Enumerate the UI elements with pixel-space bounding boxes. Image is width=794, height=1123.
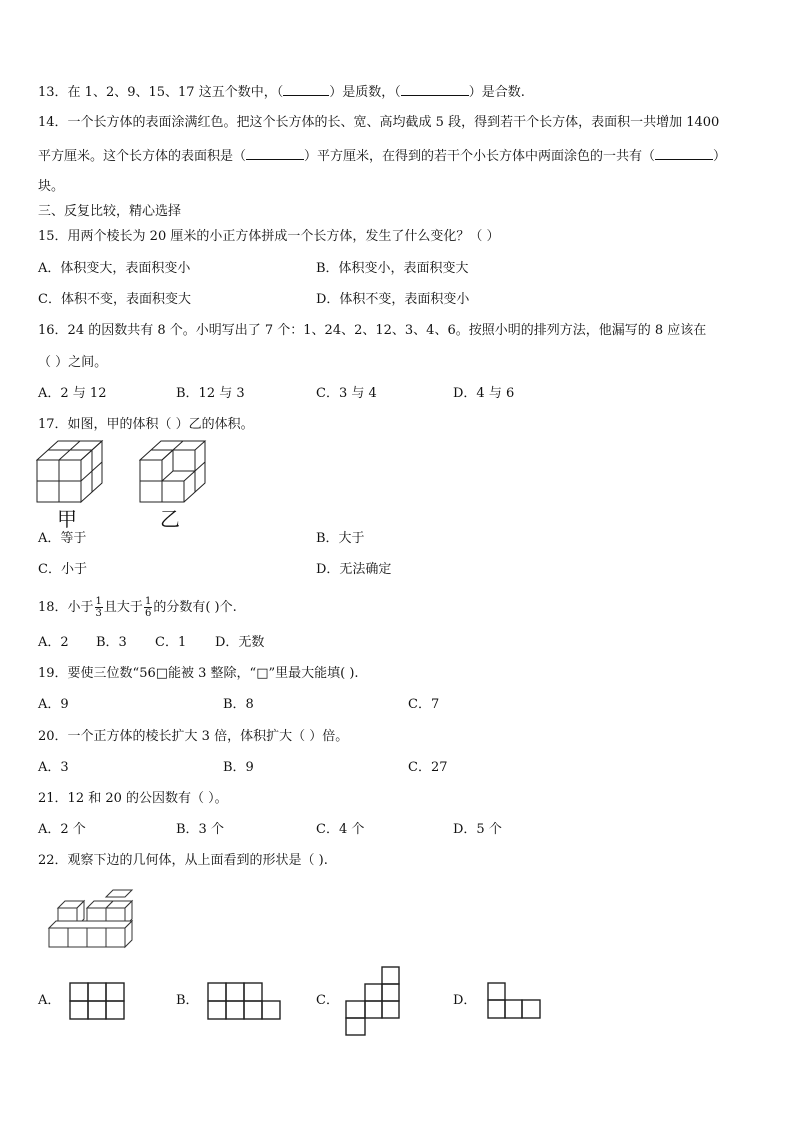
q18-stem xyxy=(38,596,237,620)
q18-text-c: 的分数有( )个. xyxy=(153,600,237,615)
q13-text-a: 13．在 1、2、9、15、17 这五个数中，（ xyxy=(38,85,284,100)
q19-option-c[interactable]: C．7 xyxy=(408,697,440,712)
label-jia: 甲 xyxy=(57,507,77,531)
q17-stem: 17．如图，甲的体积（ ）乙的体积。 xyxy=(38,417,254,432)
q17-option-c[interactable]: C．小于 xyxy=(38,562,87,577)
q18-text-b: 且大于 xyxy=(103,600,143,615)
isometric-cube-figure xyxy=(44,888,134,952)
q13-blank-2[interactable] xyxy=(401,83,469,96)
q14-blank-2[interactable] xyxy=(655,147,713,160)
q18-option-b[interactable]: B．3 xyxy=(96,635,127,650)
q13-blank-1[interactable] xyxy=(283,83,329,96)
q13-text-c: ）是合数. xyxy=(468,85,525,100)
q14-line-2 xyxy=(38,147,726,165)
q13-text-b: ）是质数，（ xyxy=(329,85,401,100)
q18-option-a[interactable]: A．2 xyxy=(38,635,69,650)
q21-option-c[interactable]: C．4 个 xyxy=(316,822,365,837)
q15-option-b[interactable]: B．体积变小，表面积变大 xyxy=(316,261,469,276)
label-yi: 乙 xyxy=(160,507,180,531)
q21-option-d[interactable]: D．5 个 xyxy=(453,822,502,837)
cube-figure-yi xyxy=(139,440,209,504)
q18-option-c[interactable]: C．1 xyxy=(155,635,187,650)
q15-option-c[interactable]: C．体积不变，表面积变大 xyxy=(38,292,191,307)
section-3-heading: 三、反复比较，精心选择 xyxy=(38,204,182,219)
q17-option-a[interactable]: A．等于 xyxy=(38,531,87,546)
q13-line xyxy=(38,83,525,101)
q19-stem: 19．要使三位数“56□能被 3 整除，“□”里最大能填( ). xyxy=(38,666,359,681)
q16-stem-2: （ ）之间。 xyxy=(38,355,108,370)
q15-option-a[interactable]: A．体积变大，表面积变小 xyxy=(38,261,191,276)
q15-option-d[interactable]: D．体积不变，表面积变小 xyxy=(316,292,470,307)
q20-option-c[interactable]: C．27 xyxy=(408,760,448,775)
q17-option-d[interactable]: D．无法确定 xyxy=(316,562,392,577)
q22-option-c-label[interactable]: C． xyxy=(316,993,339,1008)
q16-option-a[interactable]: A．2 与 12 xyxy=(38,386,107,401)
q21-stem: 21．12 和 20 的公因数有（ ）。 xyxy=(38,791,228,806)
q19-option-b[interactable]: B．8 xyxy=(223,697,254,712)
q21-option-a[interactable]: A．2 个 xyxy=(38,822,86,837)
q18-text-a: 18．小于 xyxy=(38,600,94,615)
q22-option-c-shape[interactable] xyxy=(345,966,401,1036)
q22-option-b-shape[interactable] xyxy=(207,982,281,1020)
q16-option-d[interactable]: D．4 与 6 xyxy=(453,386,515,401)
q14-text-b: ）平方厘米，在得到的若干个小长方体中两面涂色的一共有（ xyxy=(304,149,656,164)
q20-option-a[interactable]: A．3 xyxy=(38,760,69,775)
q15-stem: 15．用两个棱长为 20 厘米的小正方体拼成一个长方体，发生了什么变化？（ ） xyxy=(38,229,500,244)
q16-stem-1: 16．24 的因数共有 8 个。小明写出了 7 个：1、24、2、12、3、4、6。按照小明的排列方法，他漏写的 8 应该在 xyxy=(38,323,707,338)
q20-option-b[interactable]: B．9 xyxy=(223,760,254,775)
fraction-one-sixth: $\frac{1}{6}$ xyxy=(144,596,152,619)
q21-option-b[interactable]: B．3 个 xyxy=(176,822,224,837)
q14-text-a: 平方厘米。这个长方体的表面积是（ xyxy=(38,149,247,164)
q22-option-b-label[interactable]: B． xyxy=(176,993,199,1008)
q14-text-c: ） xyxy=(713,149,727,164)
q14-blank-1[interactable] xyxy=(246,147,304,160)
q18-option-d[interactable]: D．无数 xyxy=(215,635,265,650)
q22-stem: 22．观察下边的几何体，从上面看到的形状是（ ). xyxy=(38,853,328,868)
q16-option-b[interactable]: B．12 与 3 xyxy=(176,386,245,401)
q17-option-b[interactable]: B．大于 xyxy=(316,531,365,546)
q22-option-d-label[interactable]: D． xyxy=(453,993,477,1008)
q19-option-a[interactable]: A．9 xyxy=(38,697,69,712)
cube-figure-jia xyxy=(36,440,106,504)
q14-line-3: 块。 xyxy=(38,179,65,194)
q20-stem: 20．一个正方体的棱长扩大 3 倍，体积扩大（ ）倍。 xyxy=(38,729,349,744)
fraction-one-third: $\frac{1}{3}$ xyxy=(95,596,102,619)
q22-option-a-shape[interactable] xyxy=(69,982,125,1020)
q22-option-a-label[interactable]: A． xyxy=(38,993,61,1008)
q16-option-c[interactable]: C．3 与 4 xyxy=(316,386,377,401)
q22-option-d-shape[interactable] xyxy=(487,982,543,1020)
q14-line-1: 14．一个长方体的表面涂满红色。把这个长方体的长、宽、高均截成 5 段，得到若干个长方体，表面积一共增加 1400 xyxy=(38,115,720,130)
